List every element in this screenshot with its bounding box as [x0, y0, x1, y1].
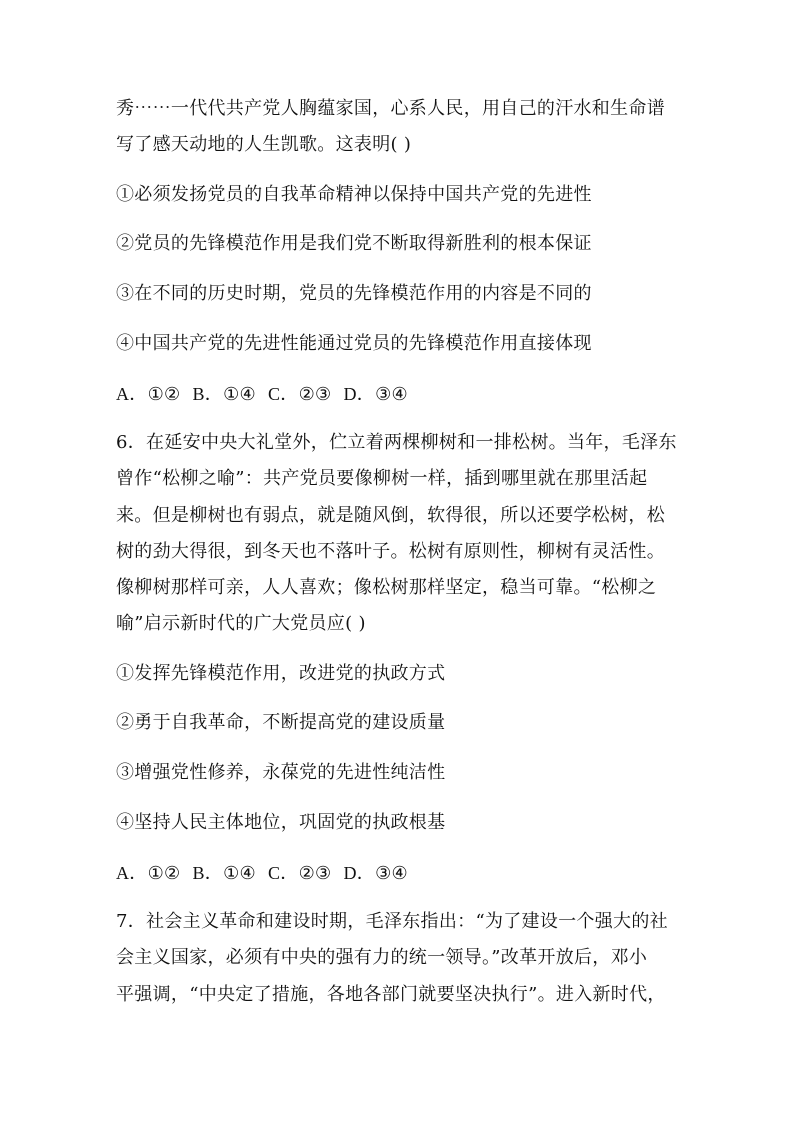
q6-statement-4: ④坚持人民主体地位，巩固党的执政根基	[116, 812, 446, 833]
q5-stem-line-2: 写了感天动地的人生凯歌。这表明( )	[116, 134, 412, 155]
q5-option-a-label: A．	[116, 384, 148, 404]
q6-stem-line-6: 喻”启示新时代的广大党员应( )	[116, 613, 366, 634]
q5-option-c-label: C．	[267, 384, 299, 404]
q5-stem-line-1: 秀⋯⋯一代代共产党人胸蕴家国，心系人民，用自己的汗水和生命谱	[116, 98, 665, 119]
q6-stem-line-1: 6．在延安中央大礼堂外，伫立着两棵柳树和一排松树。当年，毛泽东	[116, 432, 677, 453]
q6-option-b-label: B．	[192, 863, 224, 883]
q6-option-b-value: ①④	[223, 863, 256, 884]
q5-option-a-value: ①②	[147, 384, 181, 405]
q6-option-a-value: ①②	[147, 863, 181, 884]
q5-option-c-value: ②③	[298, 384, 332, 405]
q6-options	[116, 861, 686, 886]
q6-stem-line-4: 树的劲大得很，到冬天也不落叶子。松树有原则性，柳树有灵活性。	[116, 541, 665, 562]
q6-option-d-label: D．	[343, 863, 376, 883]
q6-statement-2: ②勇于自我革命，不断提高党的建设质量	[116, 712, 446, 733]
q5-option-b-label: B．	[192, 384, 224, 404]
q5-statement-2: ②党员的先锋模范作用是我们党不断取得新胜利的根本保证	[116, 233, 592, 254]
q7-stem-line-3: 平强调，“中央定了措施，各地各部门就要坚决执行”。进入新时代，	[116, 984, 666, 1005]
q6-stem-line-5: 像柳树那样可亲，人人喜欢；像松树那样坚定，稳当可靠。“松柳之	[116, 577, 657, 598]
q6-option-c-value: ②③	[298, 863, 332, 884]
q5-statement-4: ④中国共产党的先进性能通过党员的先锋模范作用直接体现	[116, 333, 592, 354]
q6-stem-line-2: 曾作“松柳之喻”：共产党员要像柳树一样，插到哪里就在那里活起	[116, 468, 648, 489]
q5-option-d-label: D．	[343, 384, 376, 404]
q6-option-c-label: C．	[267, 863, 299, 883]
q6-option-a-label: A．	[116, 863, 148, 883]
q5-option-d-value: ③④	[375, 384, 408, 405]
q5-option-b-value: ①④	[223, 384, 256, 405]
q6-stem-line-3: 来。但是柳树也有弱点，就是随风倒，软得很，所以还要学松树，松	[116, 505, 665, 526]
q5-statement-3: ③在不同的历史时期，党员的先锋模范作用的内容是不同的	[116, 283, 592, 304]
q6-option-d-value: ③④	[375, 863, 408, 884]
q6-statement-3: ③增强党性修养，永葆党的先进性纯洁性	[116, 762, 446, 783]
q7-stem-line-2: 会主义国家，必须有中央的强有力的统一领导。”改革开放后，邓小	[116, 947, 648, 968]
q7-stem-line-1: 7．社会主义革命和建设时期，毛泽东指出：“为了建设一个强大的社	[116, 911, 668, 932]
q5-statement-1: ①必须发扬党员的自我革命精神以保持中国共产党的先进性	[116, 184, 592, 205]
q5-options	[116, 382, 686, 407]
q6-statement-1: ①发挥先锋模范作用，改进党的执政方式	[116, 663, 446, 684]
